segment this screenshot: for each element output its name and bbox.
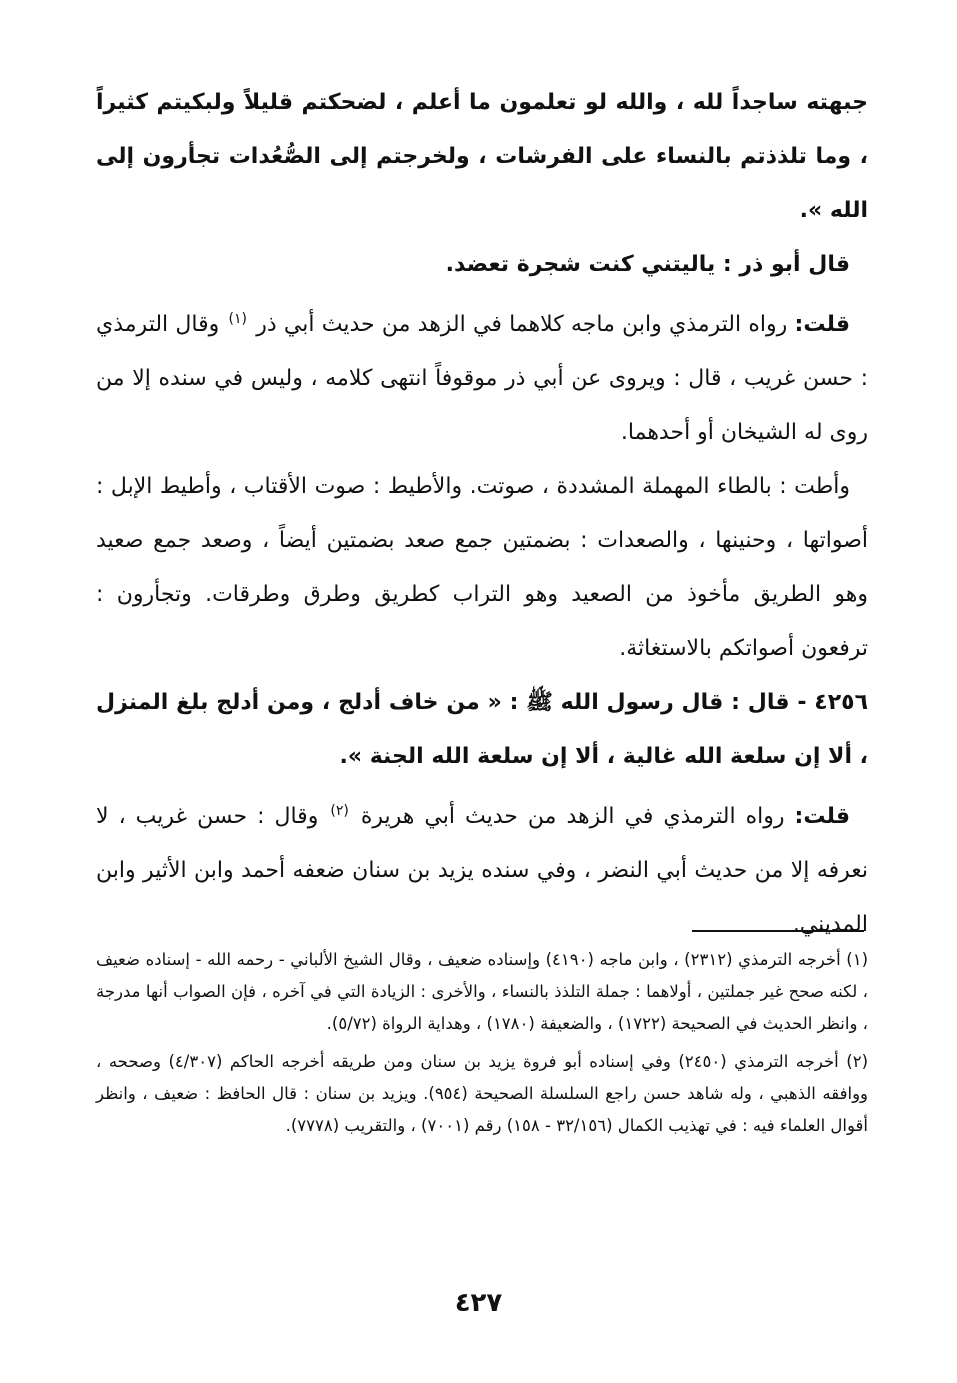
footnote-1: (١) أخرجه الترمذي (٢٣١٢) ، وابن ماجه (٤١٩٠) وإسناده ضعيف ، وقال الشيخ الألباني - رحمه الله - إسناده ضعيف ، لكنه صحح غير جملتين ، أولاهما : جملة التلذذ بالنساء ، والأخرى : الزيادة التي في آخره ، فإن الصواب أنها مدرجة ، وانظر الحديث في الصحيحة (١٧٢٢) ، والضعيفة (١٧٨٠) ، وهداية الرواة (٥/٧٢).: [96, 950, 869, 1033]
main-text: [96, 76, 868, 952]
commentary-paragraph-1: [96, 298, 868, 460]
page-number: ٤٢٧: [454, 1288, 503, 1318]
hadith-continuation: جبهته ساجداً لله ، والله لو تعلمون ما أعلم ، لضحكتم قليلاً ولبكيتم كثيراً ، وما تلذذتم بالنساء على الفرشات ، ولخرجتم إلى الصُّعُدات تجأرون إلى الله ».: [96, 90, 868, 223]
commentary-text: رواه الترمذي في الزهد من حديث أبي هريرة: [360, 804, 785, 829]
footnote-reference[interactable]: (٢): [330, 802, 349, 819]
footnotes: [96, 944, 868, 1148]
commentary-text: وقال الترمذي : حسن غريب ، قال : ويروى عن أبي ذر موقوفاً انتهى كلامه ، وليس في سنده إلا من روى له الشيخان أو أحدهما.: [96, 312, 868, 445]
commentary-marker: قلت:: [794, 312, 851, 337]
glossary-paragraph: وأطت : بالطاء المهملة المشددة ، صوتت. والأطيط : صوت الأقتاب ، وأطيط الإبل : أصواتها ، وحنينها ، والصعدات : بضمتين جمع صعد بضمتين أيضاً ، وصعد جمع صعيد وهو الطريق مأخوذ من الصعيد وهو التراب كطريق وطرق وطرقات. وتجأرون : ترفعون أصواتكم بالاستغاثة.: [96, 474, 868, 661]
hadith-4256: ٤٢٥٦ - قال : قال رسول الله ﷺ : « من خاف أدلج ، ومن أدلج بلغ المنزل ، ألا إن سلعة الله غالية ، ألا إن سلعة الله الجنة ».: [96, 690, 868, 769]
footnote-divider: [692, 930, 864, 932]
footnote-reference[interactable]: (١): [228, 310, 247, 327]
commentary-text: رواه الترمذي وابن ماجه كلاهما في الزهد من حديث أبي ذر: [256, 312, 788, 337]
commentary-paragraph-2: [96, 790, 868, 952]
commentary-marker: قلت:: [794, 804, 851, 829]
abu-dhar-quote: قال أبو ذر : ياليتني كنت شجرة تعضد.: [445, 252, 850, 277]
commentary-text: وقال : حسن غريب ، لا نعرفه إلا من حديث أبي النضر ، وفي سنده يزيد بن سنان ضعفه أحمد وابن الأثير وابن المديني.: [96, 804, 868, 937]
footnote-2: (٢) أخرجه الترمذي (٢٤٥٠) وفي إسناده أبو فروة يزيد بن سنان ومن طريقه أخرجه الحاكم (٤/٣٠٧) وصححه ، ووافقه الذهبي ، وله شاهد حسن راجع السلسلة الصحيحة (٩٥٤). ويزيد بن سنان : قال الحافظ : ضعيف ، وانظر أقوال العلماء فيه : في تهذيب الكمال (٣٢/١٥٦ - ١٥٨) رقم (٧٠٠١) ، والتقريب (٧٧٧٨).: [96, 1052, 868, 1135]
